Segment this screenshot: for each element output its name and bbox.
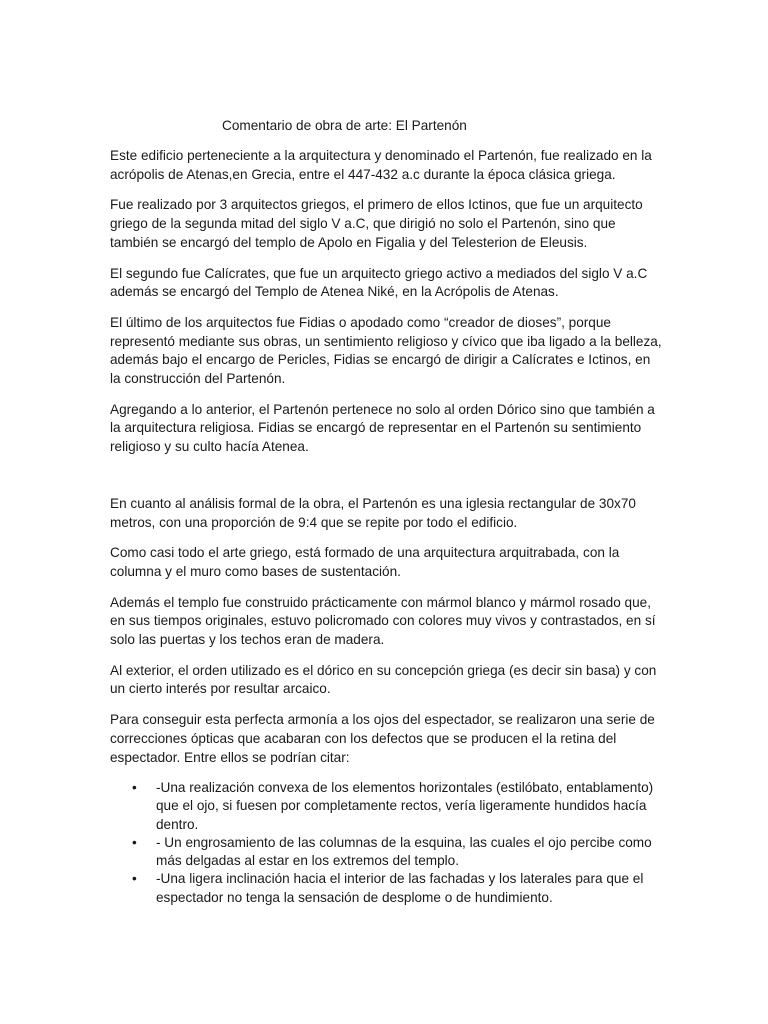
- paragraph-formal-analysis: En cuanto al análisis formal de la obra, el Partenón es una iglesia rectangular de 30x70 metros, con una proporción de 9:4 que se repite por todo el edificio.: [110, 495, 636, 530]
- document-title: Comentario de obra de arte: El Partenón: [222, 118, 467, 133]
- paragraph-materials: Además el templo fue construido prácticamente con mármol blanco y mármol rosado que, en sus tiempos originales, estuvo policromado con colores muy vivos y contrastados, en sí solo las puertas y los techos eran de madera.: [110, 594, 656, 648]
- list-item: [110, 870, 662, 906]
- paragraph-intro: Este edificio perteneciente a la arquitectura y denominado el Partenón, fue realizado en la acrópolis de Atenas,en Grecia, entre el 447-432 a.c durante la época clásica griega.: [110, 148, 652, 182]
- paragraph-ictinos: Fue realizado por 3 arquitectos griegos, el primero de ellos Ictinos, que fue un arquitecto griego de la segunda mitad del siglo V a.C, que dirigió no solo el Partenón, sino que también se encargó del templo de Apolo en Figalia y del Telesterion de Eleusis.: [110, 197, 643, 250]
- paragraph-fidias: El último de los arquitectos fue Fidias o apodado como “creador de dioses”, porque representó mediante sus obras, un sentimiento religioso y cívico que iba ligado a la belleza, además bajo el encargo de Pericles, Fidias se encargó de dirigir a Calícrates e Ictinos, en la construcción del Partenón.: [110, 314, 662, 387]
- bullet-icon: •: [132, 780, 137, 796]
- optical-corrections-list: [110, 779, 662, 906]
- paragraph-architecture: Como casi todo el arte griego, está formado de una arquitectura arquitrabada, con la columna y el muro como bases de sustentación.: [110, 545, 620, 579]
- paragraph-calicrates: El segundo fue Calícrates, que fue un arquitecto griego activo a mediados del siglo V a.C además se encargó del Templo de Atenea Niké, en la Acrópolis de Atenas.: [110, 265, 648, 300]
- list-item: [110, 834, 662, 870]
- paragraph-exterior: Al exterior, el orden utilizado es el dórico en su concepción griega (es decir sin basa) y con un cierto interés por resultar arcaico.: [110, 662, 657, 697]
- paragraph-optical-corrections: Para conseguir esta perfecta armonía a los ojos del espectador, se realizaron una serie de correcciones ópticas que acabaran con los defectos que se producen el la retina del espectador. Entre ellos se podrían citar:: [110, 712, 655, 765]
- list-item-text: -Una realización convexa de los elementos horizontales (estilóbato, entablamento) que el ojo, si fuesen por completamente rectos, vería ligeramente hundidos hacía dentro.: [156, 780, 654, 832]
- document-body: [110, 147, 662, 907]
- list-item-text: -Una ligera inclinación hacia el interior de las fachadas y los laterales para que el espectador no tenga la sensación de desplome o de hundimiento.: [156, 871, 644, 905]
- bullet-icon: •: [132, 871, 137, 887]
- list-item: [110, 779, 662, 834]
- paragraph-order: Agregando a lo anterior, el Partenón pertenece no solo al orden Dórico sino que también a la arquitectura religiosa. Fidias se encargó de representar en el Partenón su sentimiento religioso y su culto hacía Atenea.: [110, 401, 655, 455]
- bullet-icon: •: [132, 834, 137, 850]
- list-item-text: - Un engrosamiento de las columnas de la esquina, las cuales el ojo percibe como más delgadas al estar en los extremos del templo.: [156, 834, 652, 869]
